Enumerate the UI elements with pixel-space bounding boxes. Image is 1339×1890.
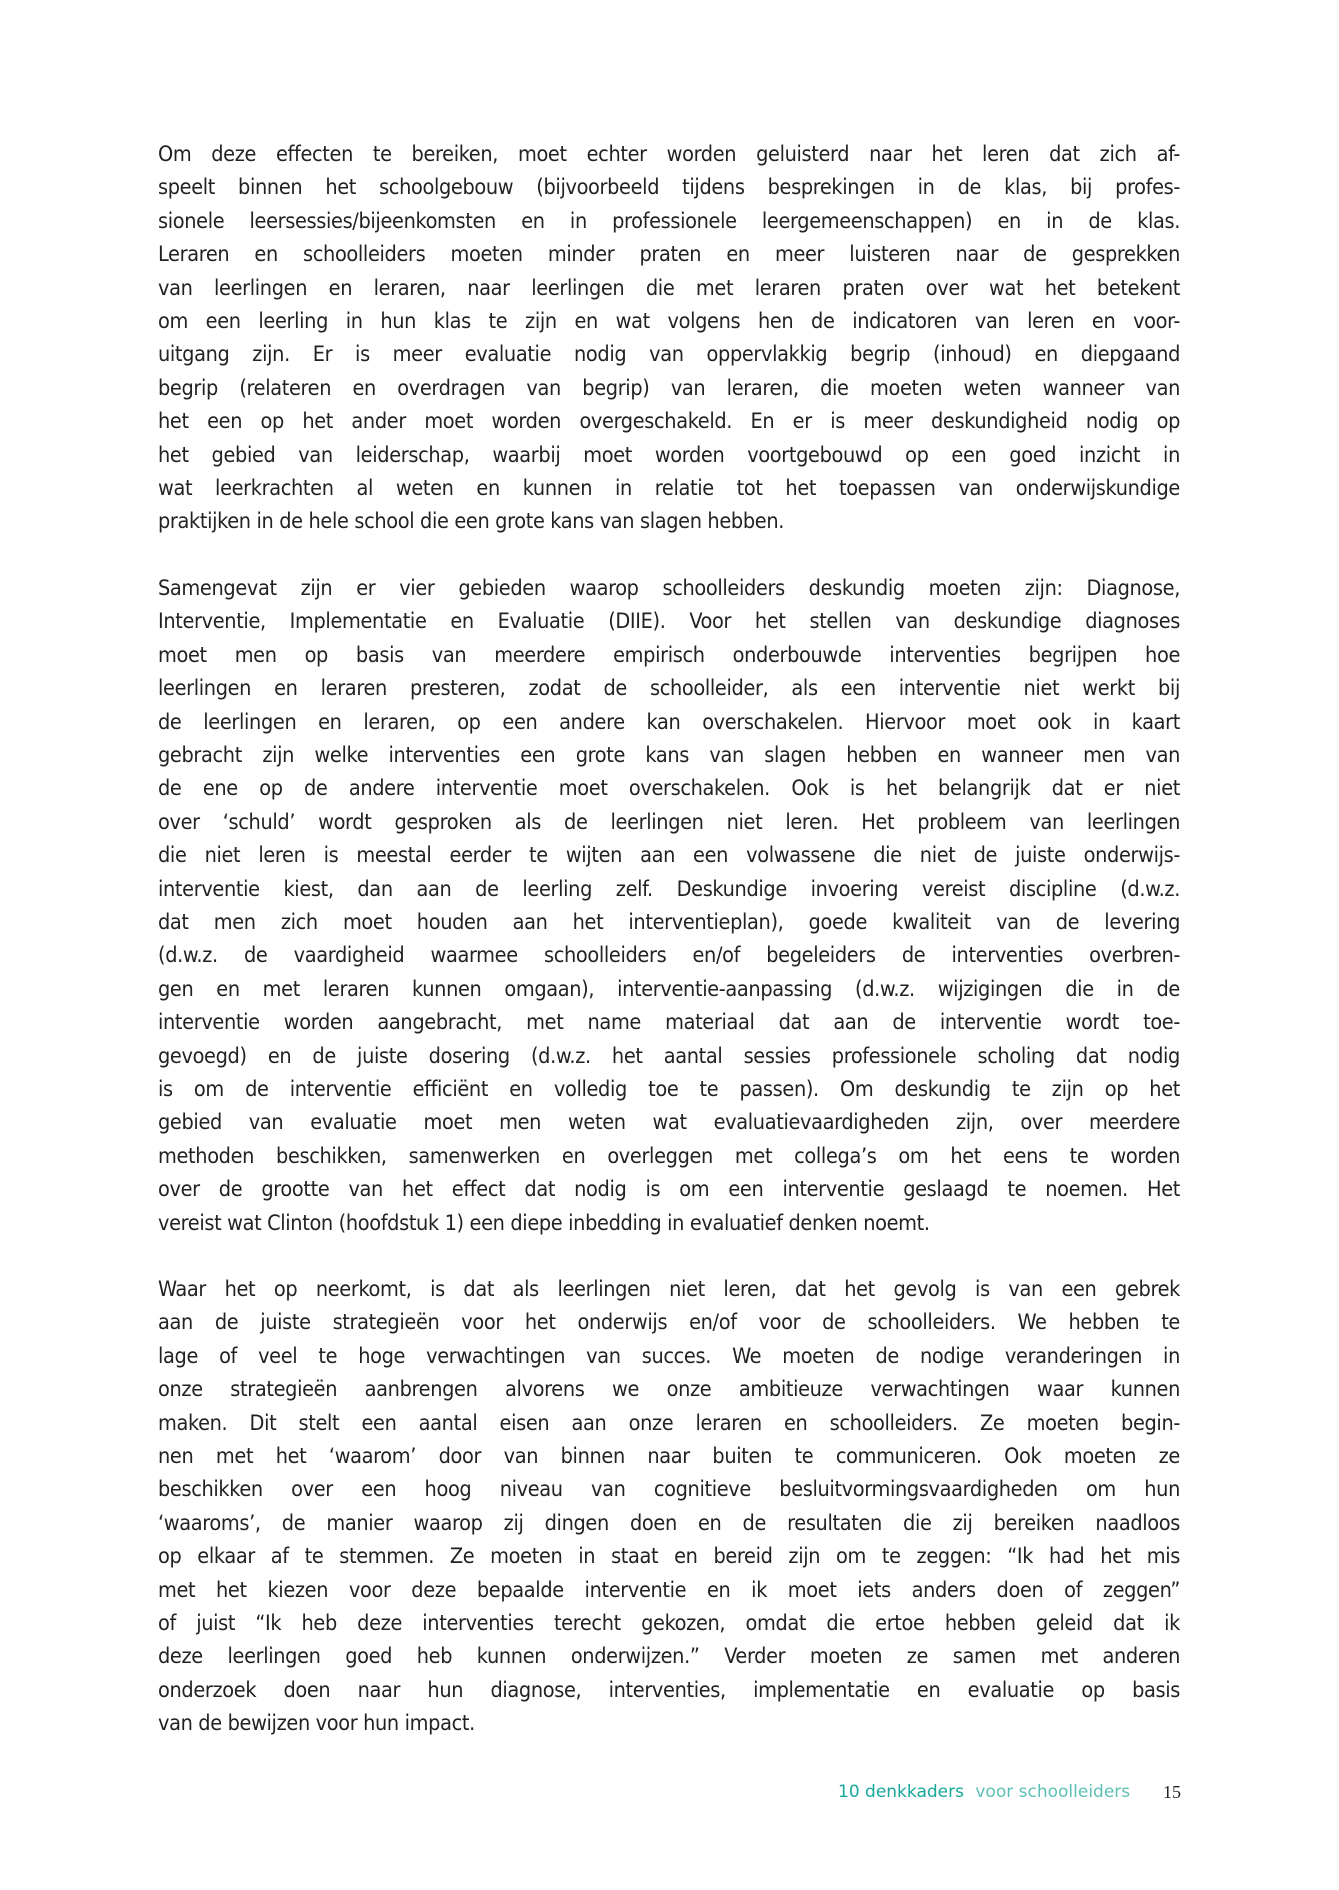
paragraph-2 [158,572,1180,1240]
text-line: uitgang zijn. Er is meer evaluatie nodig van oppervlakkig begrip (inhoud) en diepgaand [158,342,1180,368]
text-line: met het kiezen voor deze bepaalde interventie en ik moet iets anders doen of zeggen” [158,1577,1180,1603]
text-line: die niet leren is meestal eerder te wijten aan een volwassene die niet de juiste onderwijs- [158,843,1180,869]
text-line: de ene op de andere interventie moet overschakelen. Ook is het belangrijk dat er niet [158,776,1180,802]
text-line: aan de juiste strategieën voor het onderwijs en/of voor de schoolleiders. We hebben te [158,1310,1180,1336]
footer-book-title-strong: 10 denkkaders [838,1782,964,1802]
text-line: op elkaar af te stemmen. Ze moeten in staat en bereid zijn om te zeggen: “Ik had het mis [158,1544,1180,1570]
text-line: maken. Dit stelt een aantal eisen aan onze leraren en schoolleiders. Ze moeten begin- [158,1410,1180,1436]
text-line: Waar het op neerkomt, is dat als leerlingen niet leren, dat het gevolg is van een gebrek [158,1277,1180,1302]
paragraph-1 [158,138,1180,539]
text-line: wat leerkrachten al weten en kunnen in relatie tot het toepassen van onderwijskundige [158,476,1180,502]
text-line: de leerlingen en leraren, op een andere kan overschakelen. Hiervoor moet ook in kaart [158,709,1180,735]
text-line: speelt binnen het schoolgebouw (bijvoorbeeld tijdens besprekingen in de klas, bij profes- [158,175,1180,201]
text-line: methoden beschikken, samenwerken en overleggen met collega’s om het eens te worden [158,1143,1180,1169]
text-line: onze strategieën aanbrengen alvorens we onze ambitieuze verwachtingen waar kunnen [158,1377,1180,1403]
text-line: deze leerlingen goed heb kunnen onderwijzen.” Verder moeten ze samen met anderen [158,1644,1180,1670]
page-number: 15 [1163,1782,1181,1802]
text-line: dat men zich moet houden aan het interventieplan), goede kwaliteit van de levering [158,909,1180,935]
text-line: nen met het ‘waarom’ door van binnen naar buiten te communiceren. Ook moeten ze [158,1444,1180,1470]
text-line: Leraren en schoolleiders moeten minder praten en meer luisteren naar de gesprekken [158,242,1180,268]
text-line: over de grootte van het effect dat nodig is om een interventie geslaagd te noemen. Het [158,1177,1180,1203]
text-line: sionele leersessies/bijeenkomsten en in professionele leergemeenschappen) en in de klas. [158,208,1180,234]
text-line: Samengevat zijn er vier gebieden waarop schoolleiders deskundig moeten zijn: Diagnose, [158,575,1180,601]
text-line: lage of veel te hoge verwachtingen van succes. We moeten de nodige veranderingen in [158,1343,1180,1369]
text-line: gebracht zijn welke interventies een grote kans van slagen hebben en wanneer men van [158,742,1180,768]
text-line: praktijken in de hele school die een grote kans van slagen hebben. [158,509,785,535]
text-line: beschikken over een hoog niveau van cognitieve besluitvormingsvaardigheden om hun [158,1477,1180,1503]
text-line: om een leerling in hun klas te zijn en wat volgens hen de indicatoren van leren en voor- [158,309,1180,335]
text-line: vereist wat Clinton (hoofdstuk 1) een diepe inbedding in evaluatief denken noemt. [158,1210,930,1236]
text-line: gen en met leraren kunnen omgaan), interventie-aanpassing (d.w.z. wijzigingen die in de [158,976,1180,1002]
text-line: of juist “Ik heb deze interventies terecht gekozen, omdat die ertoe hebben geleid dat ik [158,1611,1180,1637]
text-line: Om deze effecten te bereiken, moet echter worden geluisterd naar het leren dat zich af- [158,142,1180,167]
body-text [158,138,1180,1774]
text-line: interventie worden aangebracht, met name materiaal dat aan de interventie wordt toe- [158,1010,1180,1036]
text-line: Interventie, Implementatie en Evaluatie (DIIE). Voor het stellen van deskundige diagnoses [158,609,1180,635]
paragraph-3 [158,1273,1180,1741]
text-line: begrip (relateren en overdragen van begrip) van leraren, die moeten weten wanneer van [158,375,1180,401]
page-footer [838,1782,1188,1812]
text-line: het een op het ander moet worden overgeschakeld. En er is meer deskundigheid nodig op [158,409,1180,435]
text-line: (d.w.z. de vaardigheid waarmee schoolleiders en/of begeleiders de interventies overbren- [158,943,1180,969]
text-line: leerlingen en leraren presteren, zodat de schoolleider, als een interventie niet werkt bij [158,676,1180,702]
text-line: interventie kiest, dan aan de leerling zelf. Deskundige invoering vereist discipline (d.w.z. [158,876,1180,902]
text-line: ‘waaroms’, de manier waarop zij dingen doen en de resultaten die zij bereiken naadloos [158,1510,1180,1536]
text-line: is om de interventie efficiënt en volledig toe te passen). Om deskundig te zijn op het [158,1076,1180,1102]
footer-book-title-light: voor schoolleiders [975,1782,1131,1802]
text-line: gebied van evaluatie moet men weten wat evaluatievaardigheden zijn, over meerdere [158,1110,1180,1136]
text-line: van de bewijzen voor hun impact. [158,1711,475,1737]
text-line: moet men op basis van meerdere empirisch onderbouwde interventies begrijpen hoe [158,642,1180,668]
text-line: het gebied van leiderschap, waarbij moet worden voortgebouwd op een goed inzicht in [158,442,1180,468]
text-line: onderzoek doen naar hun diagnose, interventies, implementatie en evaluatie op basis [158,1677,1180,1703]
text-line: gevoegd) en de juiste dosering (d.w.z. het aantal sessies professionele scholing dat nodig [158,1043,1180,1069]
text-line: van leerlingen en leraren, naar leerlingen die met leraren praten over wat het betekent [158,275,1180,301]
text-line: over ‘schuld’ wordt gesproken als de leerlingen niet leren. Het probleem van leerlingen [158,809,1180,835]
